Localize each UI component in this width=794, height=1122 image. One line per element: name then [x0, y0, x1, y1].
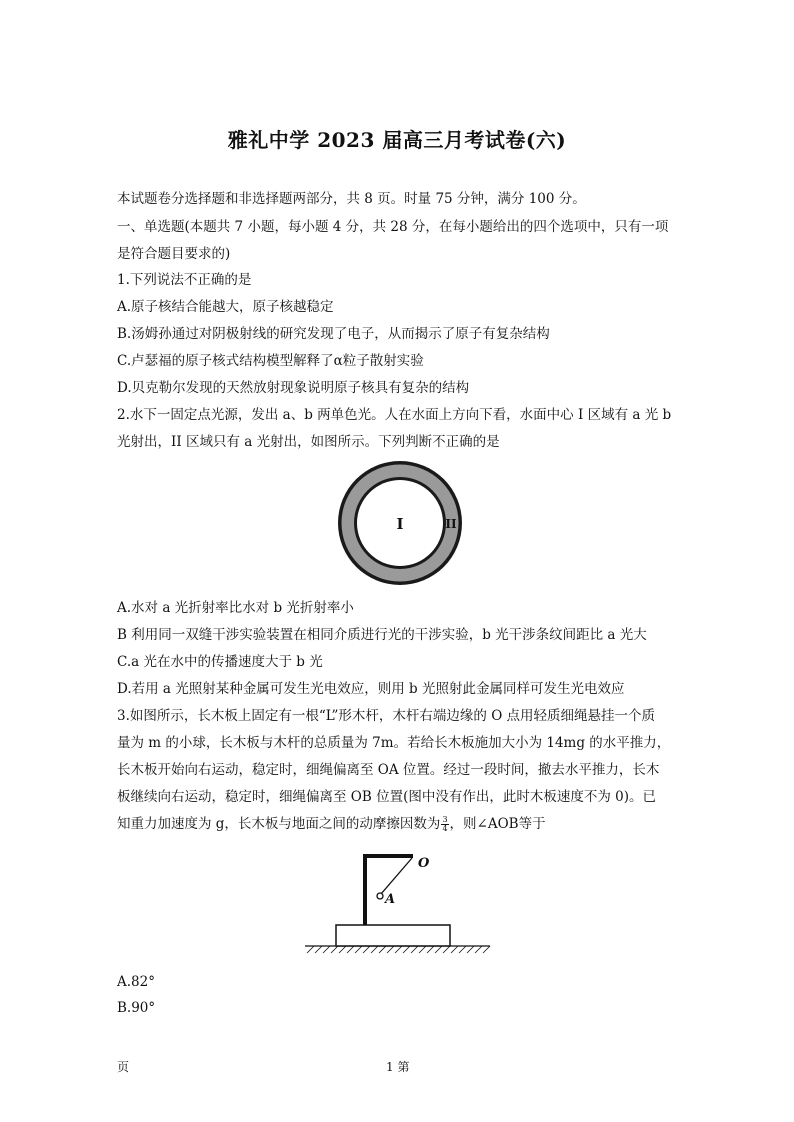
q2-option-c: C.a 光在水中的传播速度大于 b 光 — [117, 654, 323, 670]
section-heading-line2: 是符合题目要求的) — [117, 246, 231, 262]
q3-option-b: B.90° — [117, 1000, 156, 1016]
q3-option-a: A.82° — [117, 974, 155, 990]
q3-stem-line5-pre: 知重力加速度为 g，长木板与地面之间的动摩擦因数为 — [117, 816, 441, 832]
intro-text: 本试题卷分选择题和非选择题两部分，共 8 页。时量 75 分钟，满分 100 分。 — [117, 191, 586, 207]
q3-stem-line5-post: ，则∠AOB等于 — [449, 816, 546, 832]
section-heading-line1: 一、单选题(本题共 7 小题，每小题 4 分，共 28 分，在每小题给出的四个选项中，只有一项 — [117, 219, 669, 235]
board-figure — [298, 848, 498, 964]
point-o-label: O — [418, 856, 430, 871]
footer-page-number: 1 第 — [386, 1060, 410, 1074]
friction-fraction — [441, 816, 448, 833]
ring-figure — [330, 458, 470, 588]
q2-option-a: A.水对 a 光折射率比水对 b 光折射率小 — [117, 600, 354, 616]
q2-option-d: D.若用 a 光照射某种金属可发生光电效应，则用 b 光照射此金属同样可发生光电效应 — [117, 681, 625, 697]
fraction-numerator: 3 — [442, 815, 448, 824]
small-ball — [377, 893, 383, 899]
q1-option-b: B.汤姆孙通过对阴极射线的研究发现了电子，从而揭示了原子有复杂结构 — [117, 326, 550, 342]
point-a-label: A — [385, 892, 396, 907]
q3-stem-line1: 3.如图所示，长木板上固定有一根“L”形木杆，木杆右端边缘的 O 点用轻质细绳悬挂一个质 — [117, 708, 656, 724]
region-ii-label: II — [445, 517, 457, 531]
q3-stem-line2: 量为 m 的小球，长木板与木杆的总质量为 7m。若给长木板施加大小为 14mg 的水平推力， — [117, 735, 671, 751]
long-board — [336, 925, 450, 946]
page-title: 雅礼中学 2023 届高三月考试卷(六) — [227, 128, 567, 152]
q3-stem-line4: 板继续向右运动，稳定时，细绳偏离至 OB 位置(图中没有作出，此时木板速度不为 0)。已 — [117, 789, 656, 805]
q2-option-b: B 利用同一双缝干涉实验装置在相同介质进行光的干涉实验，b 光干涉条纹间距比 a 光大 — [117, 627, 647, 643]
q3-stem-line3: 长木板开始向右运动，稳定时，细绳偏离至 OA 位置。经过一段时间，撤去水平推力，长木 — [117, 762, 660, 778]
ground-hatching — [307, 946, 490, 953]
q1-option-c: C.卢瑟福的原子核式结构模型解释了α粒子散射实验 — [117, 353, 424, 369]
q1-option-d: D.贝克勒尔发现的天然放射现象说明原子核具有复杂的结构 — [117, 380, 470, 396]
region-i-label: I — [396, 515, 404, 533]
q1-stem: 1.下列说法不正确的是 — [117, 272, 252, 288]
q2-stem-line1: 2.水下一固定点光源，发出 a、b 两单色光。人在水面上方向下看，水面中心 I 区域有 a 光 b — [117, 407, 672, 423]
string-oa — [381, 858, 412, 894]
footer-left: 页 — [117, 1060, 130, 1074]
q1-option-a: A.原子核结合能越大，原子核越稳定 — [117, 299, 334, 315]
q3-stem-line5 — [117, 815, 546, 833]
fraction-denominator: 4 — [442, 824, 448, 833]
q2-stem-line2: 光射出，II 区域只有 a 光射出，如图所示。下列判断不正确的是 — [117, 434, 500, 450]
